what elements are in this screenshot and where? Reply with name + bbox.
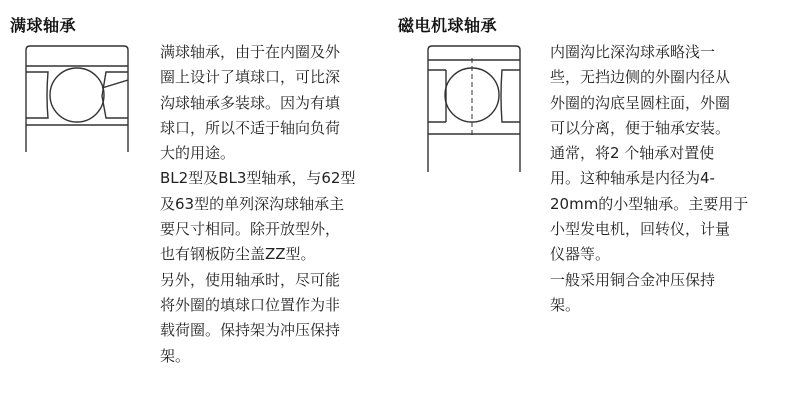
text-line: 架。 [550, 295, 581, 314]
text-line: BL2型及BL3型轴承，与62型 [160, 169, 356, 188]
full-complement-bearing-diagram [22, 44, 132, 156]
text-line: 通常，将2 个轴承对置使 [550, 144, 715, 163]
text-line: 也有钢板防尘盖ZZ型。 [160, 245, 316, 264]
text-line: 及63型的单列深沟球轴承主 [160, 194, 345, 213]
text-line: 些，无挡边侧的外圈内径从 [550, 68, 731, 87]
text-line: 要尺寸相同。除开放型外， [160, 220, 341, 239]
text-line: 20mm的小型轴承。主要用于 [550, 194, 749, 213]
right-description [550, 40, 748, 318]
text-line: 满球轴承，由于在内圈及外 [160, 43, 341, 61]
text-line: 另外，使用轴承时，尽可能 [160, 270, 341, 289]
text-line: 架。 [160, 346, 191, 365]
text-line: 球口，所以不适于轴向负荷 [160, 118, 341, 137]
left-description [160, 40, 355, 369]
right-heading: 磁电机球轴承 [398, 16, 498, 35]
text-line: 用。这种轴承是内径为4- [550, 169, 715, 188]
text-line: 仪器等。 [550, 245, 611, 264]
text-line: 载荷圈。保持架为冲压保持 [160, 321, 341, 340]
text-line: 沟球轴承多装球。因为有填 [160, 93, 341, 112]
text-line: 外圈的沟底呈圆柱面，外圈 [550, 93, 731, 112]
left-heading: 满球轴承 [10, 16, 77, 35]
text-line: 可以分离，便于轴承安装。 [550, 118, 731, 137]
text-line: 内圈沟比深沟球承略浅一 [550, 43, 716, 61]
text-line: 小型发电机，回转仪，计量 [550, 220, 731, 239]
text-line: 大的用途。 [160, 144, 236, 163]
text-line: 一般采用铜合金冲压保持 [550, 270, 716, 289]
text-line: 将外圈的填球口位置作为非 [160, 295, 341, 314]
text-line: 圈上设计了填球口，可比深 [160, 68, 341, 87]
magneto-bearing-diagram [424, 44, 524, 176]
